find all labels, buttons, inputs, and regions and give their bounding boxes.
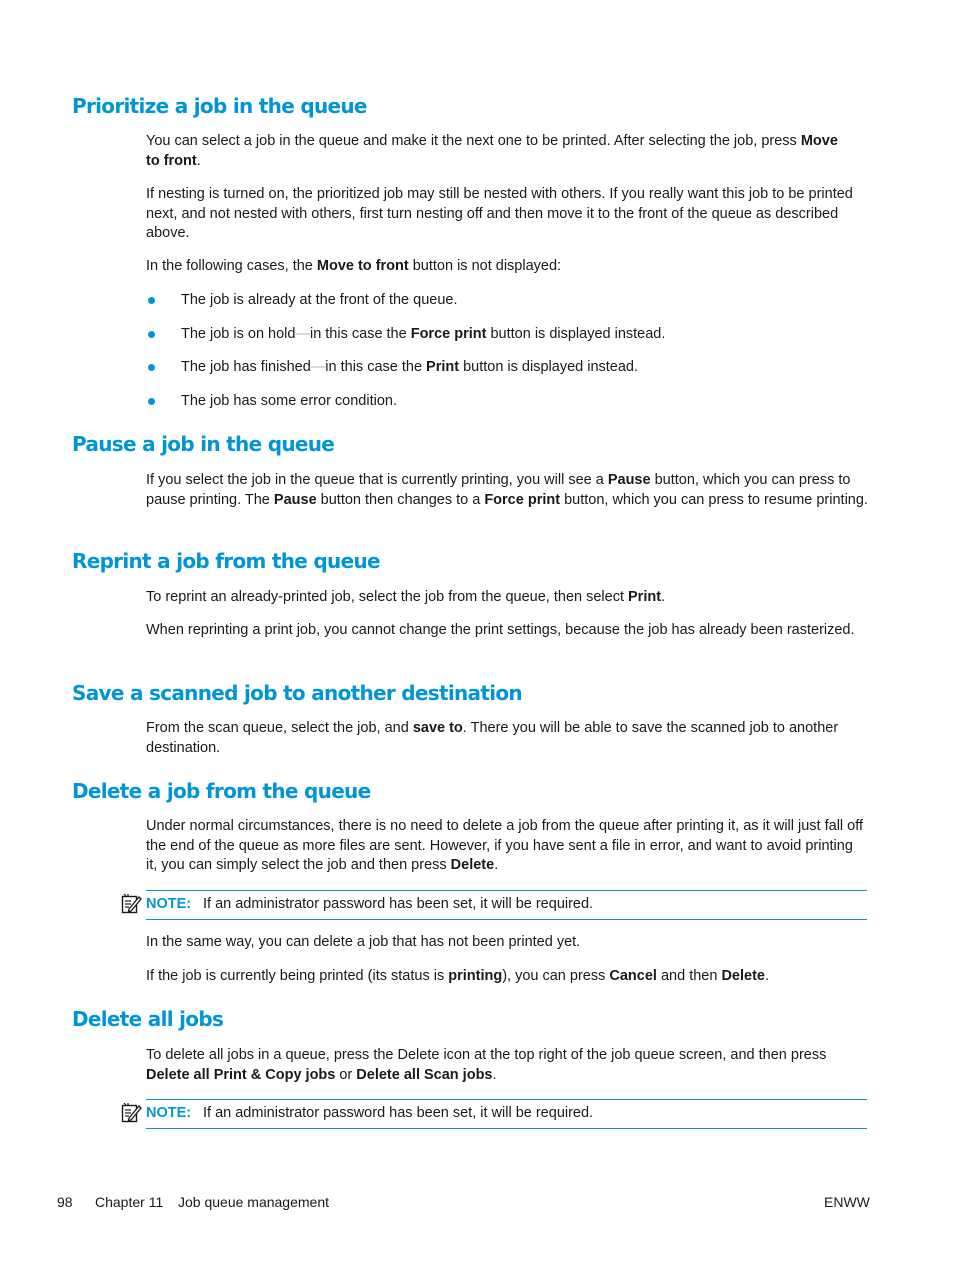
section-title-delete-all: Delete all jobs [72,1007,224,1031]
bullet-icon [148,398,155,405]
note-icon [120,893,142,915]
note-icon [120,1102,142,1124]
delete-paragraph-2: In the same way, you can delete a job that has not been printed yet. [146,934,581,950]
prioritize-paragraph-3: In the following cases, the Move to front button is not displayed: [146,258,562,274]
delete-paragraph-1: Under normal circumstances, there is no need to delete a job from the queue after printing it, as it will just fall off the end of the queue as more files are sent. However, if you have sent a file in error, and want to avoid printing it, you can simply select the job and then press Delete. [146,818,864,874]
bullet-icon [148,364,155,371]
note-text: If an administrator password has been set, it will be required. [203,1105,594,1121]
footer-chapter: Chapter 11 [95,1194,164,1210]
note-box [146,1099,867,1129]
pause-paragraph-1: If you select the job in the queue that is currently printing, you will see a Pause button, which you can press to pause printing. The Pause button then changes to a Force print button, which you can press to resume printing. [146,472,868,508]
save-paragraph-1: From the scan queue, select the job, and save to. There you will be able to save the scanned job to another destination. [146,720,839,756]
note-label: NOTE: [146,1105,192,1121]
footer-enww: ENWW [824,1194,870,1210]
prioritize-paragraph-1: You can select a job in the queue and make it the next one to be printed. After selecting the job, press Move to front. [146,133,838,169]
section-title-save: Save a scanned job to another destination [72,681,522,705]
delete-all-paragraph-1: To delete all jobs in a queue, press the Delete icon at the top right of the job queue screen, and then press Delete all Print & Copy jobs or Delete all Scan jobs. [146,1047,827,1083]
note-box [146,890,867,920]
section-title-delete: Delete a job from the queue [72,779,371,803]
reprint-paragraph-1: To reprint an already-printed job, select the job from the queue, then select Print. [146,589,666,605]
reprint-paragraph-2: When reprinting a print job, you cannot change the print settings, because the job has already been rasterized. [146,622,855,638]
section-title-prioritize: Prioritize a job in the queue [72,94,367,118]
section-title-reprint: Reprint a job from the queue [72,549,380,573]
footer-page-number: 98 [57,1194,73,1210]
document-page: Prioritize a job in the queue You can select a job in the queue and make it the next one to be printed. After selecting the job, press Move to front. If nesting is turned on, the prioritized job may still be nested with others. If you really want this job to be printed next, and not nested with others, first turn nesting off and then move it to the front of the queue as described above. In the following cases, the Move to front button is not displayed: The job is already at the front of the queue. The job is on hold—in this case the Force print button is displayed instead. The job has finished—in this case the Print button is displayed instead. The job has some error condition. Pause a job in the queue If you select the job in the queue that is currently printing, you will see a Pause button, which you can press to pause printing. The Pause button then changes to a Force print button, which you can press to resume printing. Reprint a job from the queue To reprint an already-printed job, select the job from the queue, then select Print. When reprinting a print job, you cannot change the print settings, because the job has already been rasterized. Save a scanned job to another destination From the scan queue, select the job, and save to. There you will be able to save the scanned job to another destination. Delete a job from the queue Under normal circumstances, there is no need to delete a job from the queue after printing it, as it will just fall off the end of the queue as more files are sent. However, if you have sent a file in error, and want to avoid printing it, you can simply select the job and then press Delete. NOTE: If an administrator password has been set, it will be required. In the same way, you can delete a job that has not been printed yet. If the job is currently being printed (its status is printing), you can press Cancel and then Delete. Delete all jobs To delete all jobs in a queue, press the Delete icon at the top right of the job queue screen, and then press Delete all Print & Copy jobs or Delete all Scan jobs. NOTE: If an administrator password has been set, it will be required. 98 Chapter 11 Job queue management ENWW [57,94,870,1210]
bullet-icon [148,297,155,304]
bullet-icon [148,331,155,338]
section-title-pause: Pause a job in the queue [72,432,335,456]
note-label: NOTE: [146,896,192,912]
prioritize-paragraph-2: If nesting is turned on, the prioritized job may still be nested with others. If you really want this job to be printed next, and not nested with others, first turn nesting off and then move it to the front of the queue as described above. [146,186,853,242]
delete-paragraph-3: If the job is currently being printed (its status is printing), you can press Cancel and then Delete. [146,968,770,984]
note-text: If an administrator password has been set, it will be required. [203,896,594,912]
footer-chapter-title: Job queue management [178,1194,329,1210]
